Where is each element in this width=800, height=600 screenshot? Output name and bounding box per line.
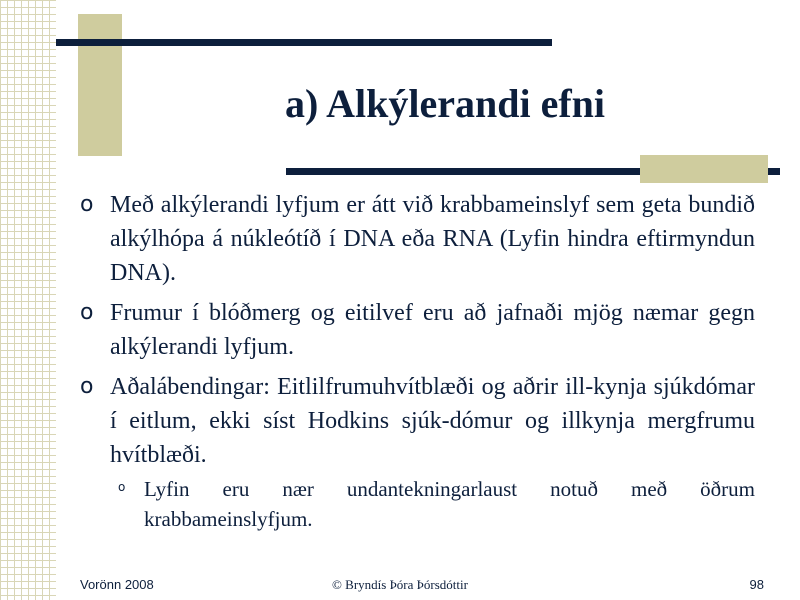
slide-number: 98 — [749, 577, 764, 592]
slide-content — [80, 188, 755, 534]
bullet-item — [80, 370, 755, 472]
decorative-block-top — [78, 14, 122, 156]
bullet-item — [80, 188, 755, 290]
bullet-text: Aðalábendingar: Eitlilfrumuhvítblæði og aðrir ill-kynja sjúkdómar í eitlum, ekki síst Hodkins sjúk-dómur og illkynja mergfrumu hvítblæði. — [110, 374, 755, 468]
footer-term: Vorönn 2008 — [80, 577, 154, 592]
footer-copyright: © Bryndís Þóra Þórsdóttir — [332, 577, 468, 592]
decorative-block-bottom — [640, 155, 768, 183]
sub-bullet-text: Lyfin eru nær undantekningarlaust notuð með öðrum krabbameinslyfjum. — [144, 477, 755, 531]
grid-pattern-strip — [0, 0, 56, 600]
title-rule-top — [56, 39, 552, 46]
sub-bullet-circle-icon: o — [118, 480, 126, 494]
bullet-circle-icon: o — [80, 300, 94, 325]
slide-title: a) Alkýlerandi efni — [284, 81, 606, 126]
bullet-item — [80, 296, 755, 364]
bullet-text: Frumur í blóðmerg og eitilvef eru að jafnaði mjög næmar gegn alkýlerandi lyfjum. — [110, 300, 755, 360]
bullet-text: Með alkýlerandi lyfjum er átt við krabbameinslyf sem geta bundið alkýlhópa á núkleótíð í DNA eða RNA (Lyfin hindra eftirmyndun DNA). — [110, 192, 755, 286]
sub-bullet-item — [118, 474, 755, 534]
bullet-circle-icon: o — [80, 192, 94, 217]
bullet-circle-icon: o — [80, 374, 94, 399]
